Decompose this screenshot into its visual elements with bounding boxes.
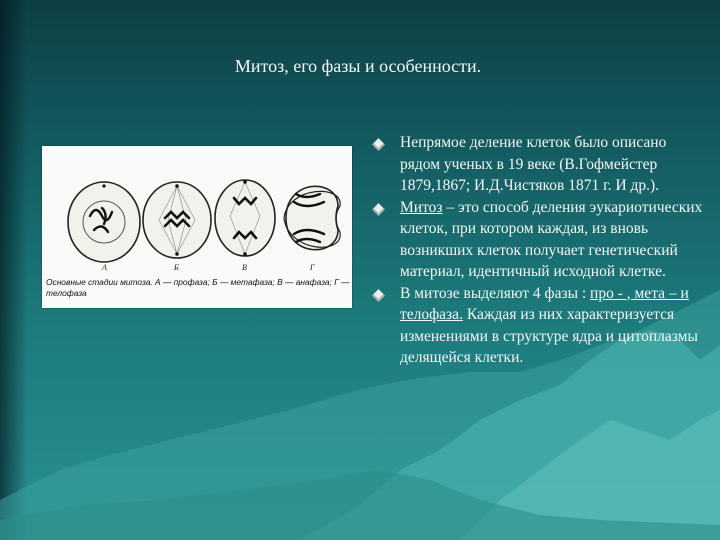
bullet-phases: про - , мета – и телофаза. — [400, 284, 689, 323]
bullet-item — [374, 283, 704, 369]
diamond-bullet-icon — [372, 138, 385, 151]
bullet-item — [374, 197, 704, 283]
mitosis-stages-illustration — [42, 146, 352, 276]
diamond-bullet-icon — [372, 203, 385, 216]
cell-anaphase — [215, 180, 275, 256]
slide-title: Митоз, его фазы и особенности. — [234, 56, 482, 76]
bullet-term-mitosis: Митоз — [400, 198, 443, 216]
mitosis-figure — [42, 146, 352, 308]
diamond-bullet-icon — [372, 289, 385, 302]
bullet-text: Каждая из них характеризуется изменениями в структуре ядра и цитоплазмы делящейся клетки. — [400, 306, 698, 366]
bullet-lead: В митозе выделяют 4 фазы : — [400, 284, 591, 302]
stage-label-a: А — [102, 263, 107, 272]
cell-prophase — [68, 182, 140, 262]
bullet-text: Непрямое деление клеток было описано рядом ученых в 19 веке (В.Гофмейстер 1879,1867; И.Д.Чистяков 1871 г. И др.). — [400, 134, 667, 194]
bullet-text: – это способ деления эукариотических клеток, при котором каждая, из вновь возникших клеток получает генетический материал, идентичный исходной клетке. — [400, 198, 703, 280]
stage-label-d: Г — [310, 263, 315, 272]
cell-metaphase — [143, 182, 211, 258]
stage-label-b: Б — [174, 263, 179, 272]
stage-label-c: В — [242, 263, 247, 272]
cell-telophase — [284, 186, 340, 249]
bullet-list — [374, 132, 704, 369]
bullet-item — [374, 132, 704, 197]
figure-caption: Основные стадии митоза. А — профаза; Б — метафаза; В — анафаза; Г — телофаза — [46, 277, 350, 298]
